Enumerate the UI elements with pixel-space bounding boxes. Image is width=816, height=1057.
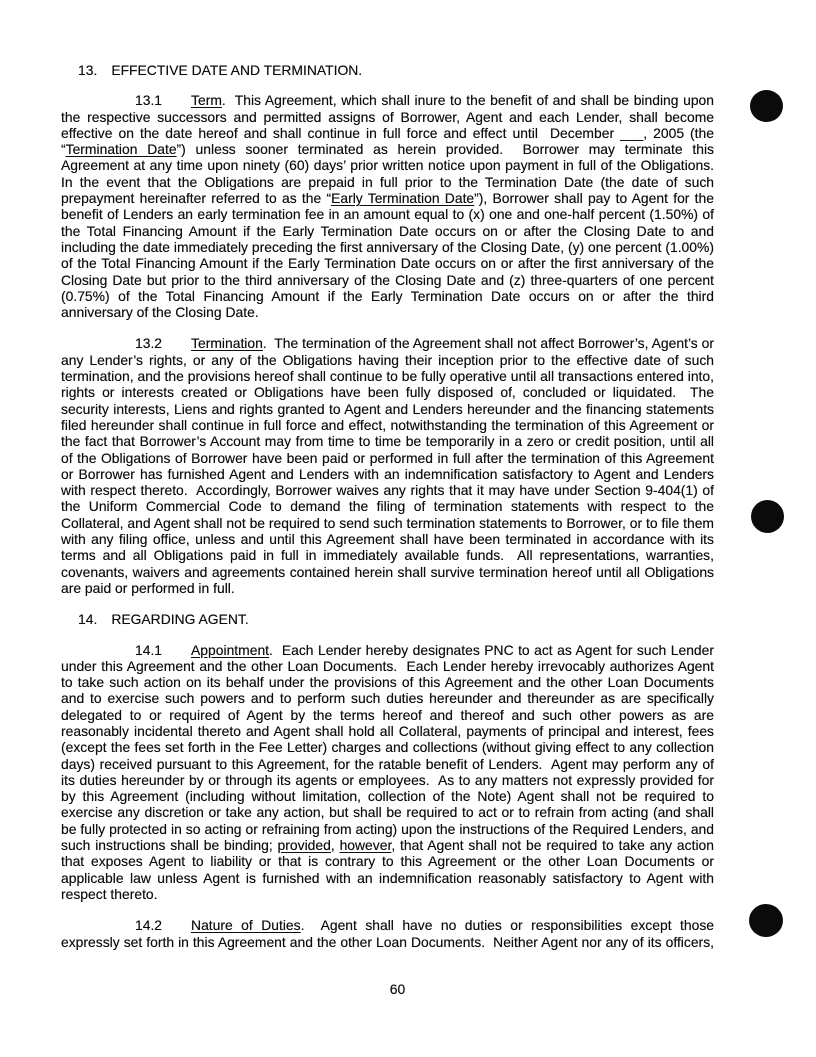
paragraph-text: . Agent shall have no duties or responsibilities except those expressly set forth in this Agreement and the other Loan Documents. Neither Agent nor any of its officers, <box>61 917 718 950</box>
section-number: 14. <box>78 611 98 628</box>
document-paragraph <box>61 917 718 950</box>
section-title: REGARDING AGENT. <box>111 611 249 628</box>
section-number: 13. <box>78 62 98 78</box>
underlined-term: Appointment <box>191 641 270 658</box>
page-number: 60 <box>389 981 406 997</box>
paragraph-text: ”) unless sooner terminated as herein provided. Borrower may terminate this Agreement at any time upon ninety (60) days’ prior written notice upon payment in full of the Obligations. In the event that the Obligations are prepaid in full prior to the Termination Date (the date of such prepayment hereinafter referred to as the “ <box>61 141 722 207</box>
underlined-term: Nature of Duties <box>191 917 301 934</box>
paragraph-text: . Each Lender hereby designates PNC to act as Agent for such Lender under this Agreement and the other Loan Documents. Each Lender hereby irrevocably authorizes Agent to take such action on its behalf under the provisions of this Agreement and the other Loan Documents and to exercise such powers and to perform such duties hereunder and thereunder as are specifically delegated to or required of Agent by the terms hereof and thereof and such other powers as are reasonably incidental thereto and Agent shall hold all Collateral, payments of principal and interest, fees (except the fees set forth in the Fee Letter) charges and collections (without giving effect to any collection days) received pursuant to this Agreement, for the ratable benefit of Lenders. Agent may perform any of its duties hereunder by or through its agents or employees. As to any matters not expressly provided for by this Agreement (including without limitation, collection of the Note) Agent shall not be required to exercise any discretion or take any action, but shall be required to act or to refrain from acting (and shall be fully protected in so acting or refraining from acting) upon the instructions of the Required Lenders, and such instructions shall be binding; <box>61 641 718 854</box>
document-paragraph <box>61 335 718 596</box>
hole-punch-mark-bottom <box>749 904 783 937</box>
paragraph-number: 14.1 <box>135 641 163 658</box>
paragraph-text: , <box>330 837 340 854</box>
document-paragraph <box>61 641 718 903</box>
paragraph-text: , that Agent shall not be required to take any action that exposes Agent to liability or that is contrary to this Agreement or the other Loan Documents or applicable law unless Agent is furnished with an indemnification reasonably satisfactory to Agent with respect thereto. <box>61 837 718 902</box>
hole-punch-mark-middle <box>751 500 784 533</box>
underlined-term: Term <box>191 92 222 109</box>
paragraph-text: . This Agreement, which shall inure to the benefit of and shall be binding upon the respective successors and permitted assigns of Borrower, Agent and each Lender, shall become effective on the date hereof and shall continue in full force and effect until December ___, 2005 (the “ <box>61 92 718 158</box>
underlined-term: provided <box>277 837 331 854</box>
paragraph-number: 14.2 <box>135 917 163 934</box>
paragraph-text: . The termination of the Agreement shall not affect Borrower’s, Agent’s or any Lender’s rights, or any of the Obligations having their inception prior to the effective date of such termination, and the provisions hereof shall continue to be fully operative until all transactions entered into, rights or interests created or Obligations have been fully disposed of, concluded or liquidated. The security interests, Liens and rights granted to Agent and Lenders hereunder and the financing statements filed hereunder shall continue in full force and effect, notwithstanding the termination of this Agreement or the fact that Borrower’s Account may from time to time be temporarily in a zero or credit position, until all of the Obligations of Borrower have been paid or performed in full after the termination of this Agreement or Borrower has furnished Agent and Lenders with an indemnification satisfactory to Agent and Lenders with respect thereto. Accordingly, Borrower waives any rights that it may have under Section 9-404(1) of the Uniform Commercial Code to demand the filing of termination statements with respect to the Collateral, and Agent shall not be required to send such termination statements to Borrower, or to file them with any filing office, unless and until this Agreement shall have been terminated in accordance with its terms and all Obligations paid in full in immediately available funds. All representations, warranties, covenants, waivers and agreements contained herein shall survive termination hereof until all Obligations are paid or performed in full. <box>61 335 718 596</box>
paragraph-number: 13.1 <box>135 92 163 109</box>
underlined-term: Termination Date <box>65 141 177 158</box>
paragraph-number: 13.2 <box>135 335 163 352</box>
section-heading <box>61 611 714 627</box>
section-heading <box>61 62 714 78</box>
hole-punch-mark-top <box>750 90 783 122</box>
underlined-term: Early Termination Date <box>331 190 475 207</box>
underlined-term: Termination <box>191 335 263 352</box>
section-title: EFFECTIVE DATE AND TERMINATION. <box>111 62 363 78</box>
paragraph-text: ”), Borrower shall pay to Agent for the benefit of Lenders an early termination fee in an amount equal to (x) one and one-half percent (1.50%) of the Total Financing Amount if the Early Termination Date occurs on or after the Closing Date to and including the date immediately preceding the first anniversary of the Closing Date, (y) one percent (1.00%) of the Total Financing Amount if the Early Termination Date occurs on or after the first anniversary of the Closing Date but prior to the third anniversary of the Closing Date and (z) three-quarters of one percent (0.75%) of the Total Financing Amount if the Early Termination Date occurs on or after the third anniversary of the Closing Date. <box>61 190 718 321</box>
underlined-term: however <box>339 837 392 854</box>
document-paragraph <box>61 92 722 321</box>
document-body <box>61 62 722 950</box>
